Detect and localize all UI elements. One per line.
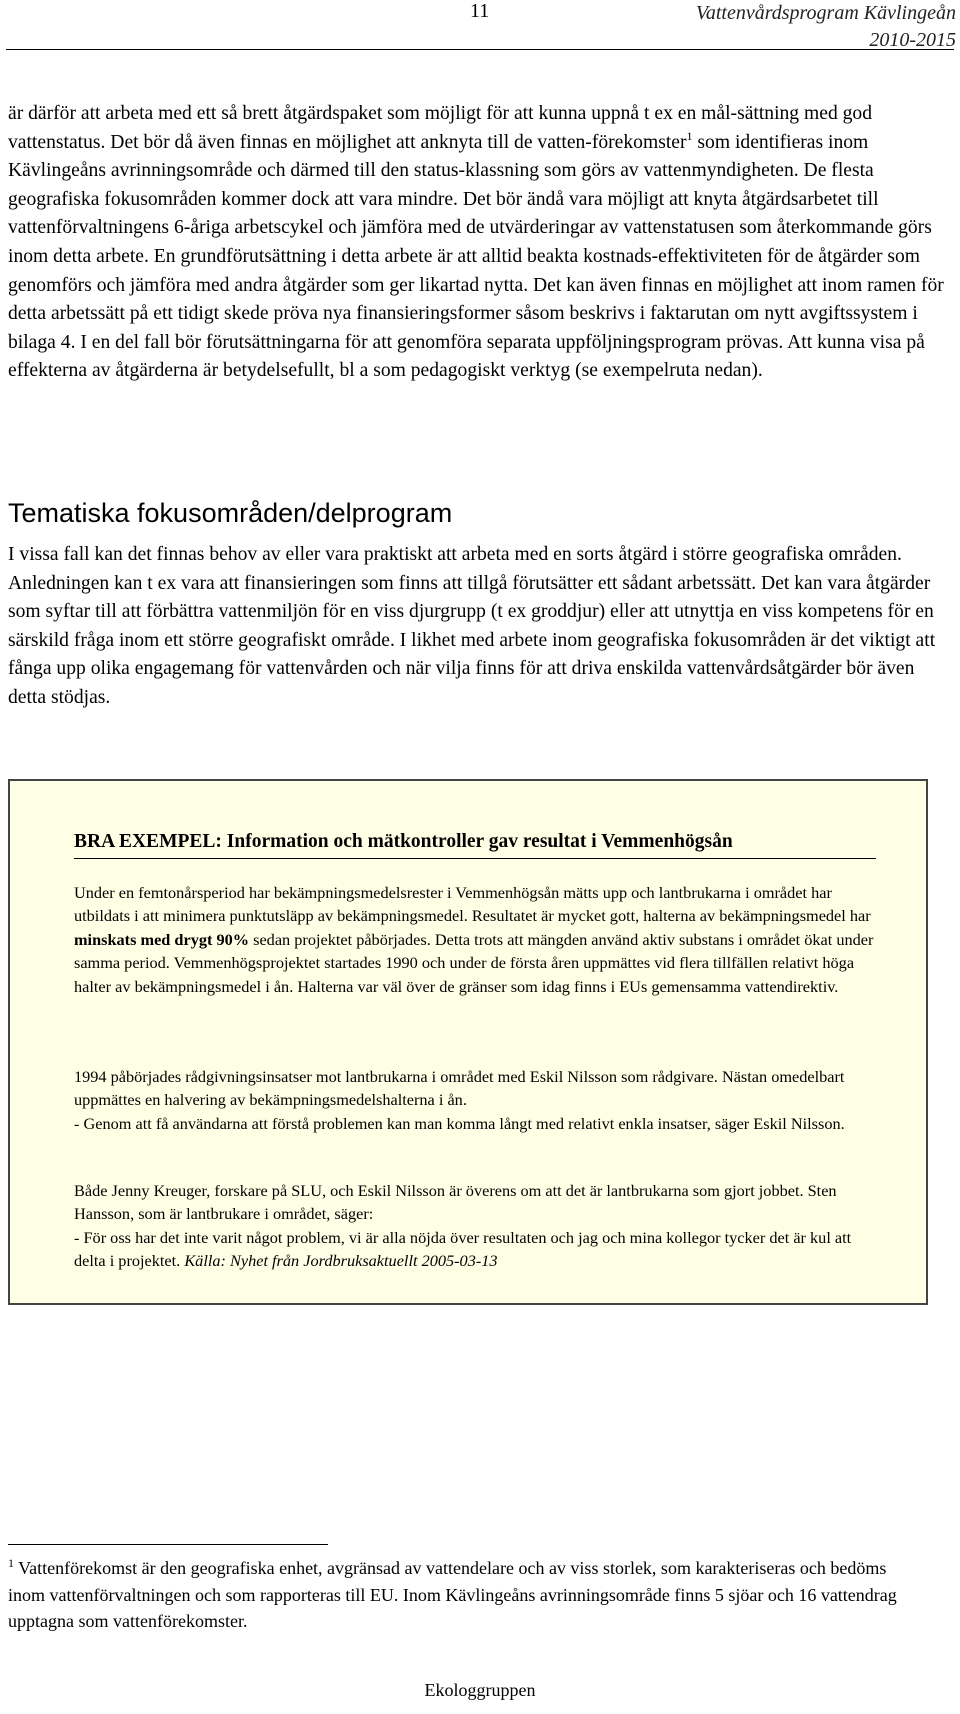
example-paragraph-1 — [74, 881, 884, 998]
paragraph-1-rest: som identifieras inom Kävlingeåns avrinningsområde och därmed till den status-klassning som görs av vattenmyndigheten. De flesta geografiska fokusområden kommer dock att vara mindre. Det bör ändå vara möjligt att knyta åtgärdsarbetet till vattenförvaltningens 6-åriga arbetscykel och jämföra med de utvärderingar av vattenstatusen som återkommande görs inom detta arbete. En grundförutsättning i detta arbete är att alltid beakta kostnads-effektiviteten för de åtgärder som genomförs och jämföra med andra åtgärder som ger likartad nytta. Det kan även finnas en möjlighet att inom ramen för detta arbetssätt på ett tidigt skede pröva nya finansieringsformer såsom beskrivs i faktarutan om nytt avgiftssystem i bilaga 4. I en del fall bör förutsättningarna för att genomföra separata uppföljningsprogram prövas. Att kunna visa på effekterna av åtgärderna är betydelsefullt, bl a som pedagogiskt verktyg (se exempelruta nedan). — [8, 131, 944, 382]
paragraph-1-start: är därför att arbeta med ett så brett åtgärdspaket som möjligt för att kunna uppnå t ex en mål-sättning med god vattenstatus. Det bör då även finnas en möjlighet att anknyta till de vatten-förekomster — [8, 103, 873, 153]
footnote — [8, 1555, 908, 1635]
body-paragraph-1 — [8, 100, 956, 386]
document-title — [696, 0, 956, 54]
footnote-marker: 1 — [8, 1556, 14, 1570]
body-paragraph-2: I vissa fall kan det finnas behov av eller vara praktiskt att arbeta med en sorts åtgärd i större geografiska områden. Anledningen kan t ex vara att finansieringen som finns att tillgå förutsätter ett sådant arbetssätt. Det kan vara åtgärder som syftar till att förbättra vattenmiljön för en viss djurgrupp (t ex groddjur) eller att utnyttja en viss kompetens för en särskild fråga inom ett större geografiskt område. I likhet med arbete inom geografiska fokusområden är det viktigt att fånga upp olika engagemang för vattenvården och när vilja finns för att driva enskilda vattenvårdsåtgärder bör även detta stödjas. — [8, 544, 936, 708]
footnote-separator — [8, 1544, 328, 1545]
example-box-title: BRA EXEMPEL: Information och mätkontroller gav resultat i Vemmenhögsån — [74, 831, 733, 852]
example-p1-rest: sedan projektet påbörjades. Detta trots att mängden använd aktiv substans i området ökat under samma period. Vemmenhögsprojektet startades 1990 och under de första åren uppmättes vid flera tillfällen relativt höga halter av bekämpningsmedel i ån. Halterna var väl över de gränser som idag finns i EUs gemensamma vattendirektiv. — [74, 929, 874, 996]
footnote-text: Vattenförekomst är den geografiska enhet, avgränsad av vattendelare och av viss storlek, som karakteriseras och bedöms inom vattenförvaltningen och som rapporteras till EU. Inom Kävlingeåns avrinningsområde finns 5 sjöar och 16 vattendrag upptagna som vattenförekomster. — [8, 1558, 897, 1631]
page-number: 11 — [470, 0, 490, 22]
example-p1-start: Under en femtonårsperiod har bekämpningsmedelsrester i Vemmenhögsån mätts upp och lantbrukarna i området har utbildats i att minimera punktutsläpp av bekämpningsmedel. Resultatet är mycket gott, halterna av bekämpningsmedel har — [74, 883, 871, 926]
page-footer: Ekologgruppen — [424, 1680, 536, 1700]
example-box — [8, 779, 928, 1305]
example-p3-line1: Både Jenny Kreuger, forskare på SLU, och Eskil Nilsson är överens om att det är lantbrukarna som gjort jobbet. Sten Hansson, som är lantbrukare i området, säger: — [74, 1181, 837, 1224]
example-p2-line2: - Genom att få användarna att förstå problemen kan man komma långt med relativt enkla insatser, säger Eskil Nilsson. — [74, 1113, 845, 1133]
example-paragraph-3 — [74, 1179, 884, 1273]
example-p2-line1: 1994 påbörjades rådgivningsinsatser mot lantbrukarna i området med Eskil Nilsson som rådgivare. Nästan omedelbart uppmättes en halvering av bekämpningsmedelshalterna i ån. — [74, 1067, 845, 1110]
example-paragraph-2 — [74, 1065, 884, 1135]
page-header — [0, 0, 960, 52]
footnote-reference[interactable]: 1 — [686, 128, 693, 143]
section-heading: Tematiska fokusområden/delprogram — [8, 498, 453, 528]
example-title-underline — [74, 858, 876, 859]
document-title-years: 2010-2015 — [869, 29, 956, 51]
example-p3-line2: - För oss har det inte varit något problem, vi är alla nöjda över resultaten och jag och mina kollegor tycker det är kul att delta i projektet. — [74, 1227, 852, 1271]
example-p1-highlight: minskats med drygt 90% — [74, 929, 250, 949]
example-source: Källa: Nyhet från Jordbruksaktuellt 2005-03-13 — [184, 1251, 498, 1271]
document-title-name: Vattenvårdsprogram Kävlingeån — [695, 2, 956, 24]
header-rule — [6, 49, 954, 50]
